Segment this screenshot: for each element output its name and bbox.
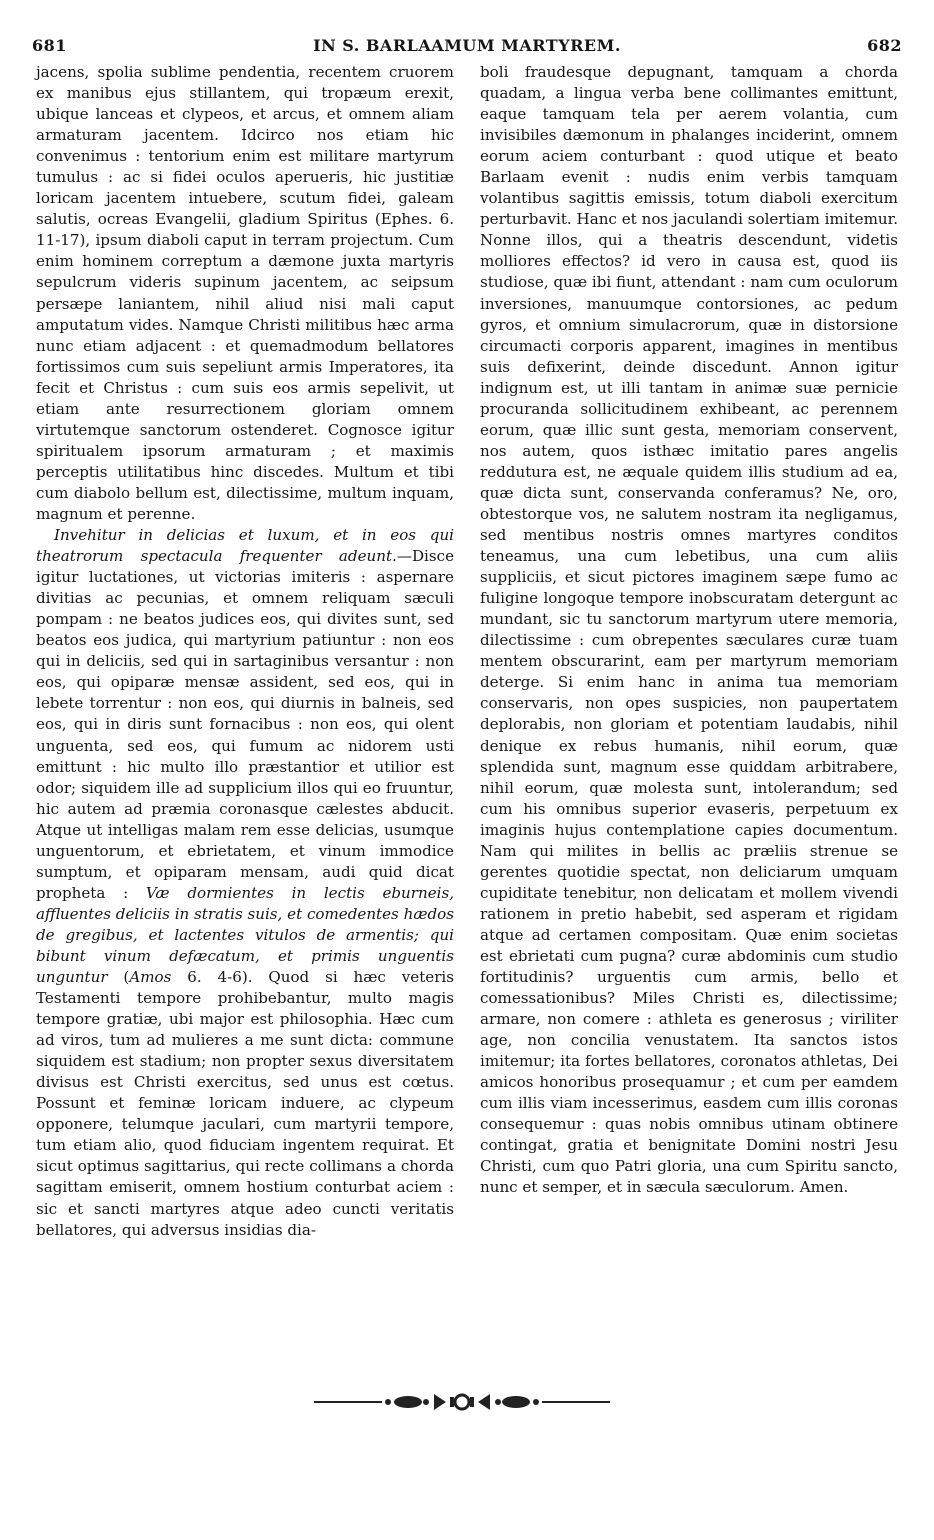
left-column xyxy=(36,62,454,1241)
scripture-quote: Væ dormientes in lectis eburneis, affluentes deliciis in stratis suis, et comedentes hædos de gregibus, et lactentes vitulos de armentis; qui bibunt vinum defæcatum, et primis unguentis unguntur xyxy=(36,883,454,987)
running-title: IN S. BARLAAMUM MARTYREM. xyxy=(313,36,621,55)
paragraph: jacens, spolia sublime pendentia, recentem cruorem ex manibus ejus stillantem, qui tropæum erexit, ubique lanceas et clypeos, et arcus, et omnem aliam armaturam jacentem. Idcirco nos etiam hic convenimus : tentorium enim est militare martyrum tumulus : ac si fidei oculos aperueris, hic justitiæ loricam jacentem intuebere, scutum fidei, galeam salutis, ocreas Evangelii, gladium Spiritus (Ephes. 6. 11-17), ipsum diaboli caput in terram projectum. Cum enim hominem correptum a dæmone juxta martyris sepulcrum videris supinum jacentem, ac seipsum persæpe laniantem, nihil aliud nisi mali caput amputatum vides. Namque Christi militibus hæc arma nunc etiam adjacent : et quemadmodum bellatores fortissimos cum suis sepeliunt armis Imperatores, ita fecit et Christus : cum suis eos armis sepelivit, ut etiam ante resurrectionem gloriam omnem virtutemque sanctorum ostenderet. Cognosce igitur spiritualem ipsorum armaturam ; et maximis perceptis utilitatibus hinc discedes. Multum et tibi cum diabolo bellum est, dilectissime, multum inquam, magnum et perenne. xyxy=(36,63,454,523)
quote-ref-rest: 6. 4-6). xyxy=(171,968,269,987)
page-number-left: 681 xyxy=(32,36,67,55)
quote-ref-open: ( xyxy=(107,968,130,987)
paragraph xyxy=(36,525,454,1241)
quote-ref-book: Amos xyxy=(129,968,172,987)
paragraph-text: Quod si hæc veteris Testamenti tempore prohibebantur, multo magis tempore gratiæ, ubi major est philosophia. Hæc cum ad viros, tum ad mulieres a me sunt dicta: commune siquidem est stadium; non propter sexus diversitatem divisus est Christi exercitus, sed unus est cœtus. Possunt et feminæ loricam induere, ac clypeum opponere, telumque jaculari, cum martyrii tempore, tum etiam alio, quod fiduciam ingentem requirat. Et sicut optimus sagittarius, qui recte collimans a chorda sagittam emiserit, omnem hostium conturbat aciem : sic et sancti martyres atque adeo cuncti veritatis bellatores, qui adversus insidias dia- xyxy=(36,968,455,1239)
right-column xyxy=(480,62,898,1199)
paragraph-text: —Disce igitur luctationes, ut victorias imiteris : aspernare divitias ac pecunias, et omnem reliquam sæculi pompam : ne beatos judices eos, qui divites sunt, sed beatos eos judica, qui martyrium patiuntur : non eos qui in deliciis, sed qui in sartaginibus versantur : non eos, qui opiparæ mensæ assident, sed eos, qui in lebete torrentur : non eos, qui diurnis in balneis, sed eos, qui in diris sunt fornacibus : non eos, qui olent unguenta, sed eos, qui fumum ac nidorem usti emittunt : hic multo illo præstantior et utilior est odor; siquidem ille ad supplicium illos qui eo fruuntur, hic autem ad præmia coronasque cælestes abducit. Atque ut intelligas malam rem esse delicias, usumque unguentorum, et ebrietatem, et vinum immodice sumptum, et opiparam mensam, audi quid dicat propheta : xyxy=(36,547,454,902)
page-number-right: 682 xyxy=(867,36,902,55)
decorative-tailpiece-ornament-icon xyxy=(312,1388,612,1416)
section-heading: Invehitur in delicias et luxum, et in eos qui theatrorum spectacula frequenter adeunt. xyxy=(36,526,454,566)
running-header xyxy=(32,30,902,60)
paragraph: boli fraudesque depugnant, tamquam a chorda quadam, a lingua verba bene collimantes emittunt, eaque tamquam tela per aerem volantia, cum invisibiles dæmonum in phalanges inciderint, omnem eorum aciem conturbant : quod utique et beato Barlaam evenit : nudis enim verbis tamquam volantibus sagittis emissis, totum diaboli exercitum perturbavit. Hanc et nos jaculandi solertiam imitemur. Nonne illos, qui a theatris descendunt, videtis molliores effectos? id vero in causa est, quod iis studiose, quæ ibi fiunt, attendant : nam cum oculorum inversiones, manuumque contorsiones, ac pedum gyros, et omnium simulacrorum, quæ in distorsione circumacti corporis apparent, imagines in mentibus suis defixerint, deinde discedunt. Annon igitur indignum est, ut illi tantam in animæ suæ pernicie procuranda sollicitudinem exhibeant, ac perennem eorum, quæ illic sunt gesta, memoriam conservent, nos autem, quos isthæc imitatio pares angelis reddutura est, ne æquale quidem illis studium ad ea, quæ dicta sunt, conservanda conferamus? Ne, oro, obtestorque vos, ne salutem nostram ita negligamus, sed mentibus nostris omnes martyres conditos teneamus, una cum lebetibus, una cum aliis suppliciis, et sicut pictores imaginem sæpe fumo ac fuligine longoque tempore inobscuratam detergunt ac mundant, sic tu sanctorum martyrum utere memoria, dilectissime : cum obrepentes sæculares curæ tuam mentem obscurarint, eam per martyrum memoriam deterge. Si enim hanc in anima tua memoriam conservaris, non opes suspicies, non paupertatem deplorabis, non gloriam et potentiam laudabis, nihil denique ex rebus humanis, nihil eorum, quæ splendida sunt, magnum esse quiddam arbitrabere, nihil eorum, quæ molesta sunt, intolerandum; sed cum his omnibus superior evaseris, perpetuum ex imaginis hujus contemplatione capies documentum. Nam qui milites in bellis ac præliis strenue se gerentes quotidie spectat, non deliciarum umquam cupiditate tenebitur, non delicatam et mollem vivendi rationem in pretio habebit, sed asperam et rigidam atque ad certamen compositam. Quæ enim societas est ebrietati cum pugna? curæ abdominis cum studio fortitudinis? urguentis cum armis, bello et comessationibus? Miles Christi es, dilectissime; armare, non comere : athleta es generosus ; viriliter age, non concilia venustatem. Ita sanctos istos imitemur; ita fortes bellatores, coronatos athletas, Dei amicos honoribus prosequamur ; et cum per eamdem cum illis viam incesserimus, easdem cum illis coronas consequemur : quas nobis omnibus utinam obtinere contingat, gratia et benignitate Domini nostri Jesu Christi, cum quo Patri gloria, una cum Spiritu sancto, nunc et semper, et in sæcula sæculorum. Amen. xyxy=(480,63,898,1197)
